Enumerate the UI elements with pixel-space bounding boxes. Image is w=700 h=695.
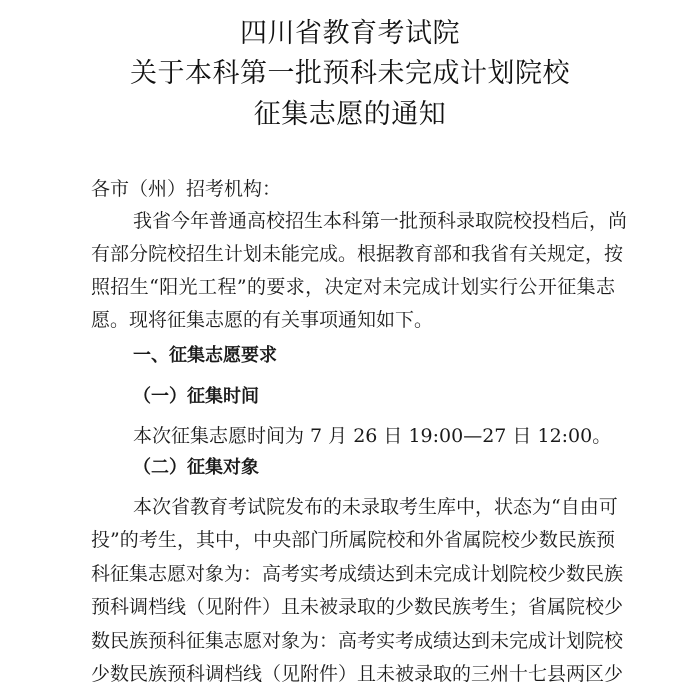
paragraph-line: 科征集志愿对象为：高考实考成绩达到未完成计划院校少数民族 — [91, 563, 624, 585]
paragraph-line: 数民族预科征集志愿对象为：高考实考成绩达到未完成计划院校 — [91, 630, 624, 652]
paragraph-line: 预科调档线（见附件）且未被录取的少数民族考生；省属院校少 — [91, 596, 624, 618]
time-text: 本次征集志愿时间为 7 月 26 日 19:00—27 日 12:00。 — [133, 425, 612, 447]
paragraph-line: 少数民族预科调档线（见附件）且未被录取的三州十七县两区少 — [91, 663, 624, 685]
paragraph-line: 我省今年普通高校招生本科第一批预科录取院校投档后，尚 — [133, 210, 628, 232]
paragraph-line: 投”的考生，其中，中央部门所属院校和外省属院校少数民族预 — [91, 529, 615, 551]
paragraph-line: 愿。现将征集志愿的有关事项通知如下。 — [91, 309, 434, 331]
salutation: 各市（州）招考机构： — [91, 178, 282, 200]
subsection-heading: （二）征集对象 — [133, 457, 259, 478]
title-topic: 征集志愿的通知 — [253, 99, 447, 130]
title-issuer: 四川省教育考试院 — [240, 18, 460, 49]
paragraph-line: 本次省教育考试院发布的未录取考生库中，状态为“自由可 — [133, 496, 618, 518]
section-heading: 一、征集志愿要求 — [133, 345, 277, 366]
subsection-heading: （一）征集时间 — [133, 386, 259, 407]
title-subject: 关于本科第一批预科未完成计划院校 — [130, 58, 570, 89]
paragraph-line: 有部分院校招生计划未能完成。根据教育部和我省有关规定，按 — [91, 243, 624, 265]
paragraph-line: 照招生“阳光工程”的要求，决定对未完成计划实行公开征集志 — [91, 276, 615, 298]
